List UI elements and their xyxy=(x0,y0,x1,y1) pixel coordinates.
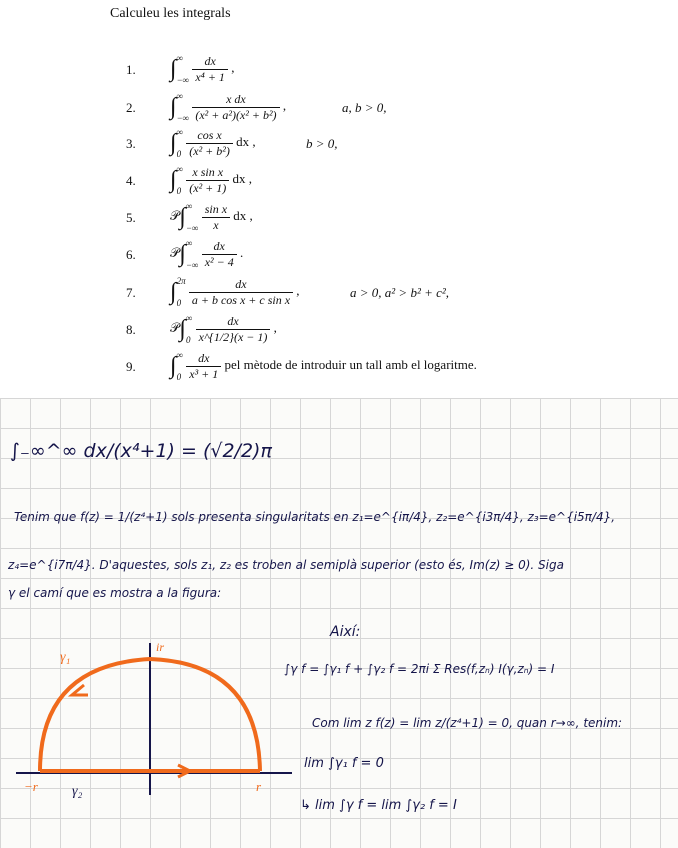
integral-expression xyxy=(170,163,252,197)
upper-limit: ∞ xyxy=(176,164,183,174)
denominator: (x² + 1) xyxy=(189,180,227,195)
upper-limit: ∞ xyxy=(176,350,183,360)
integral-expression xyxy=(170,349,477,383)
exercise-sheet xyxy=(0,0,678,398)
integral-sign-icon: ∫ xyxy=(179,240,186,267)
lower-limit: 0 xyxy=(176,298,182,308)
lower-limit: −∞ xyxy=(185,260,199,270)
numerator: dx xyxy=(186,351,221,367)
integral-expression xyxy=(170,237,243,271)
denominator: x xyxy=(213,217,219,232)
upper-limit: ∞ xyxy=(176,53,183,63)
numerator: x sin x xyxy=(186,165,229,181)
integral-sign-icon: ∫ xyxy=(170,55,177,82)
label-minus-r: −r xyxy=(24,779,38,794)
upper-limit: ∞ xyxy=(176,91,183,101)
label-gamma2: γ₂ xyxy=(72,784,83,799)
numerator: sin x xyxy=(202,202,230,218)
lower-limit: −∞ xyxy=(185,223,199,233)
integral-suffix: dx , xyxy=(233,207,253,223)
note-line-3: γ el camí que es mostra a la figura: xyxy=(8,586,222,600)
integral-suffix: , xyxy=(282,97,287,113)
item-number: 5. xyxy=(126,210,136,225)
principal-value: 𝒫 xyxy=(170,207,180,223)
label-gamma1: γ₁ xyxy=(60,650,71,665)
integral-sign-icon: ∫ xyxy=(170,166,177,193)
lower-limit: −∞ xyxy=(176,113,190,123)
integral-sign-icon: ∫ xyxy=(170,352,177,379)
item-number: 6. xyxy=(126,247,136,262)
item-number: 4. xyxy=(126,173,136,188)
integral-suffix: dx , xyxy=(232,170,253,186)
fraction xyxy=(196,314,271,345)
numerator: dx xyxy=(196,314,271,330)
integral-expression xyxy=(170,126,256,160)
integral-expression xyxy=(170,90,286,124)
principal-value: 𝒫 xyxy=(170,244,180,260)
upper-limit: ∞ xyxy=(176,127,183,137)
principal-value: 𝒫 xyxy=(170,319,180,335)
lower-limit: 0 xyxy=(176,186,182,196)
fraction xyxy=(192,54,228,85)
numerator: x dx xyxy=(192,92,279,108)
aixi-label: Així: xyxy=(330,624,361,640)
upper-limit: ∞ xyxy=(185,238,193,248)
denominator: x³ + 1 xyxy=(189,366,219,381)
integral-sign-icon: ∫ xyxy=(179,315,186,342)
item-number: 2. xyxy=(126,100,136,115)
item-number: 7. xyxy=(126,285,136,300)
integral-suffix: , xyxy=(273,319,277,335)
integral-sign-icon: ∫ xyxy=(170,129,177,156)
integral-suffix: , xyxy=(231,59,235,75)
integral-sign-icon: ∫ xyxy=(179,203,186,230)
fraction xyxy=(202,202,230,233)
denominator: x⁴ + 1 xyxy=(195,69,225,84)
numerator: dx xyxy=(192,54,228,70)
numerator: cos x xyxy=(186,128,233,144)
lower-limit: 0 xyxy=(176,372,182,382)
handwritten-notes xyxy=(0,398,678,848)
numerator: dx xyxy=(189,277,293,293)
page-title: Calculeu les integrals xyxy=(110,6,231,21)
integral-expression xyxy=(170,312,277,346)
item-number: 9. xyxy=(126,359,136,374)
fraction xyxy=(189,277,293,308)
upper-limit: ∞ xyxy=(185,201,193,211)
equation-3: lim ∫γ₁ f = 0 xyxy=(304,756,384,771)
integral-suffix: . xyxy=(239,244,244,260)
condition: a, b > 0, xyxy=(342,100,387,115)
fraction xyxy=(186,351,221,382)
lower-limit: −∞ xyxy=(176,75,190,85)
upper-limit: 2π xyxy=(176,276,186,286)
integral-suffix: dx , xyxy=(236,133,256,149)
item-number: 1. xyxy=(126,62,136,77)
label-ir: ir xyxy=(156,640,165,654)
integral-expression xyxy=(170,275,300,309)
fraction xyxy=(192,92,279,123)
fraction xyxy=(186,165,229,196)
label-r: r xyxy=(256,779,262,794)
note-line-1: Tenim que f(z) = 1/(z⁴+1) sols presenta singularitats en z₁=e^{iπ/4}, z₂=e^{i3π/4}, z₃=e^{i5π/4}, xyxy=(14,510,616,524)
integral-suffix: pel mètode de introduir un tall amb el logaritme. xyxy=(224,356,477,372)
denominator: x^{1/2}(x − 1) xyxy=(198,329,268,344)
denominator: (x² + a²)(x² + b²) xyxy=(195,107,277,122)
lower-limit: 0 xyxy=(185,335,191,345)
denominator: (x² + b²) xyxy=(189,143,230,158)
denominator: a + b cos x + c sin x xyxy=(191,292,291,307)
item-number: 3. xyxy=(126,136,136,151)
fraction xyxy=(186,128,233,159)
integral-suffix: , xyxy=(296,282,300,298)
upper-limit: ∞ xyxy=(185,313,193,323)
note-line-2: z₄=e^{i7π/4}. D'aquestes, sols z₁, z₂ es troben al semiplà superior (esto és, Im(z) ≥ 0). Siga xyxy=(8,558,564,572)
numerator: dx xyxy=(202,239,237,255)
condition: b > 0, xyxy=(306,136,338,151)
lower-limit: 0 xyxy=(176,149,182,159)
fraction xyxy=(202,239,237,270)
item-number: 8. xyxy=(126,322,136,337)
integral-sign-icon: ∫ xyxy=(170,278,177,305)
equation-4: ↳ lim ∫γ f = lim ∫γ₂ f = I xyxy=(300,798,457,813)
arrow-top-icon xyxy=(72,685,88,695)
result-line: ∫₋∞^∞ dx/(x⁴+1) = (√2/2)π xyxy=(10,440,272,462)
equation-1: ∫γ f = ∫γ₁ f + ∫γ₂ f = 2πi Σ Res(f,zₙ) I(γ,zₙ) = I xyxy=(284,662,555,676)
integral-expression xyxy=(170,200,253,234)
equation-2: Com lim z f(z) = lim z/(z⁴+1) = 0, quan r→∞, tenim: xyxy=(312,716,623,730)
integral-expression xyxy=(170,52,234,86)
condition: a > 0, a² > b² + c², xyxy=(350,285,450,300)
integral-sign-icon: ∫ xyxy=(170,93,177,120)
denominator: x² − 4 xyxy=(204,254,234,269)
contour-figure xyxy=(0,633,300,833)
